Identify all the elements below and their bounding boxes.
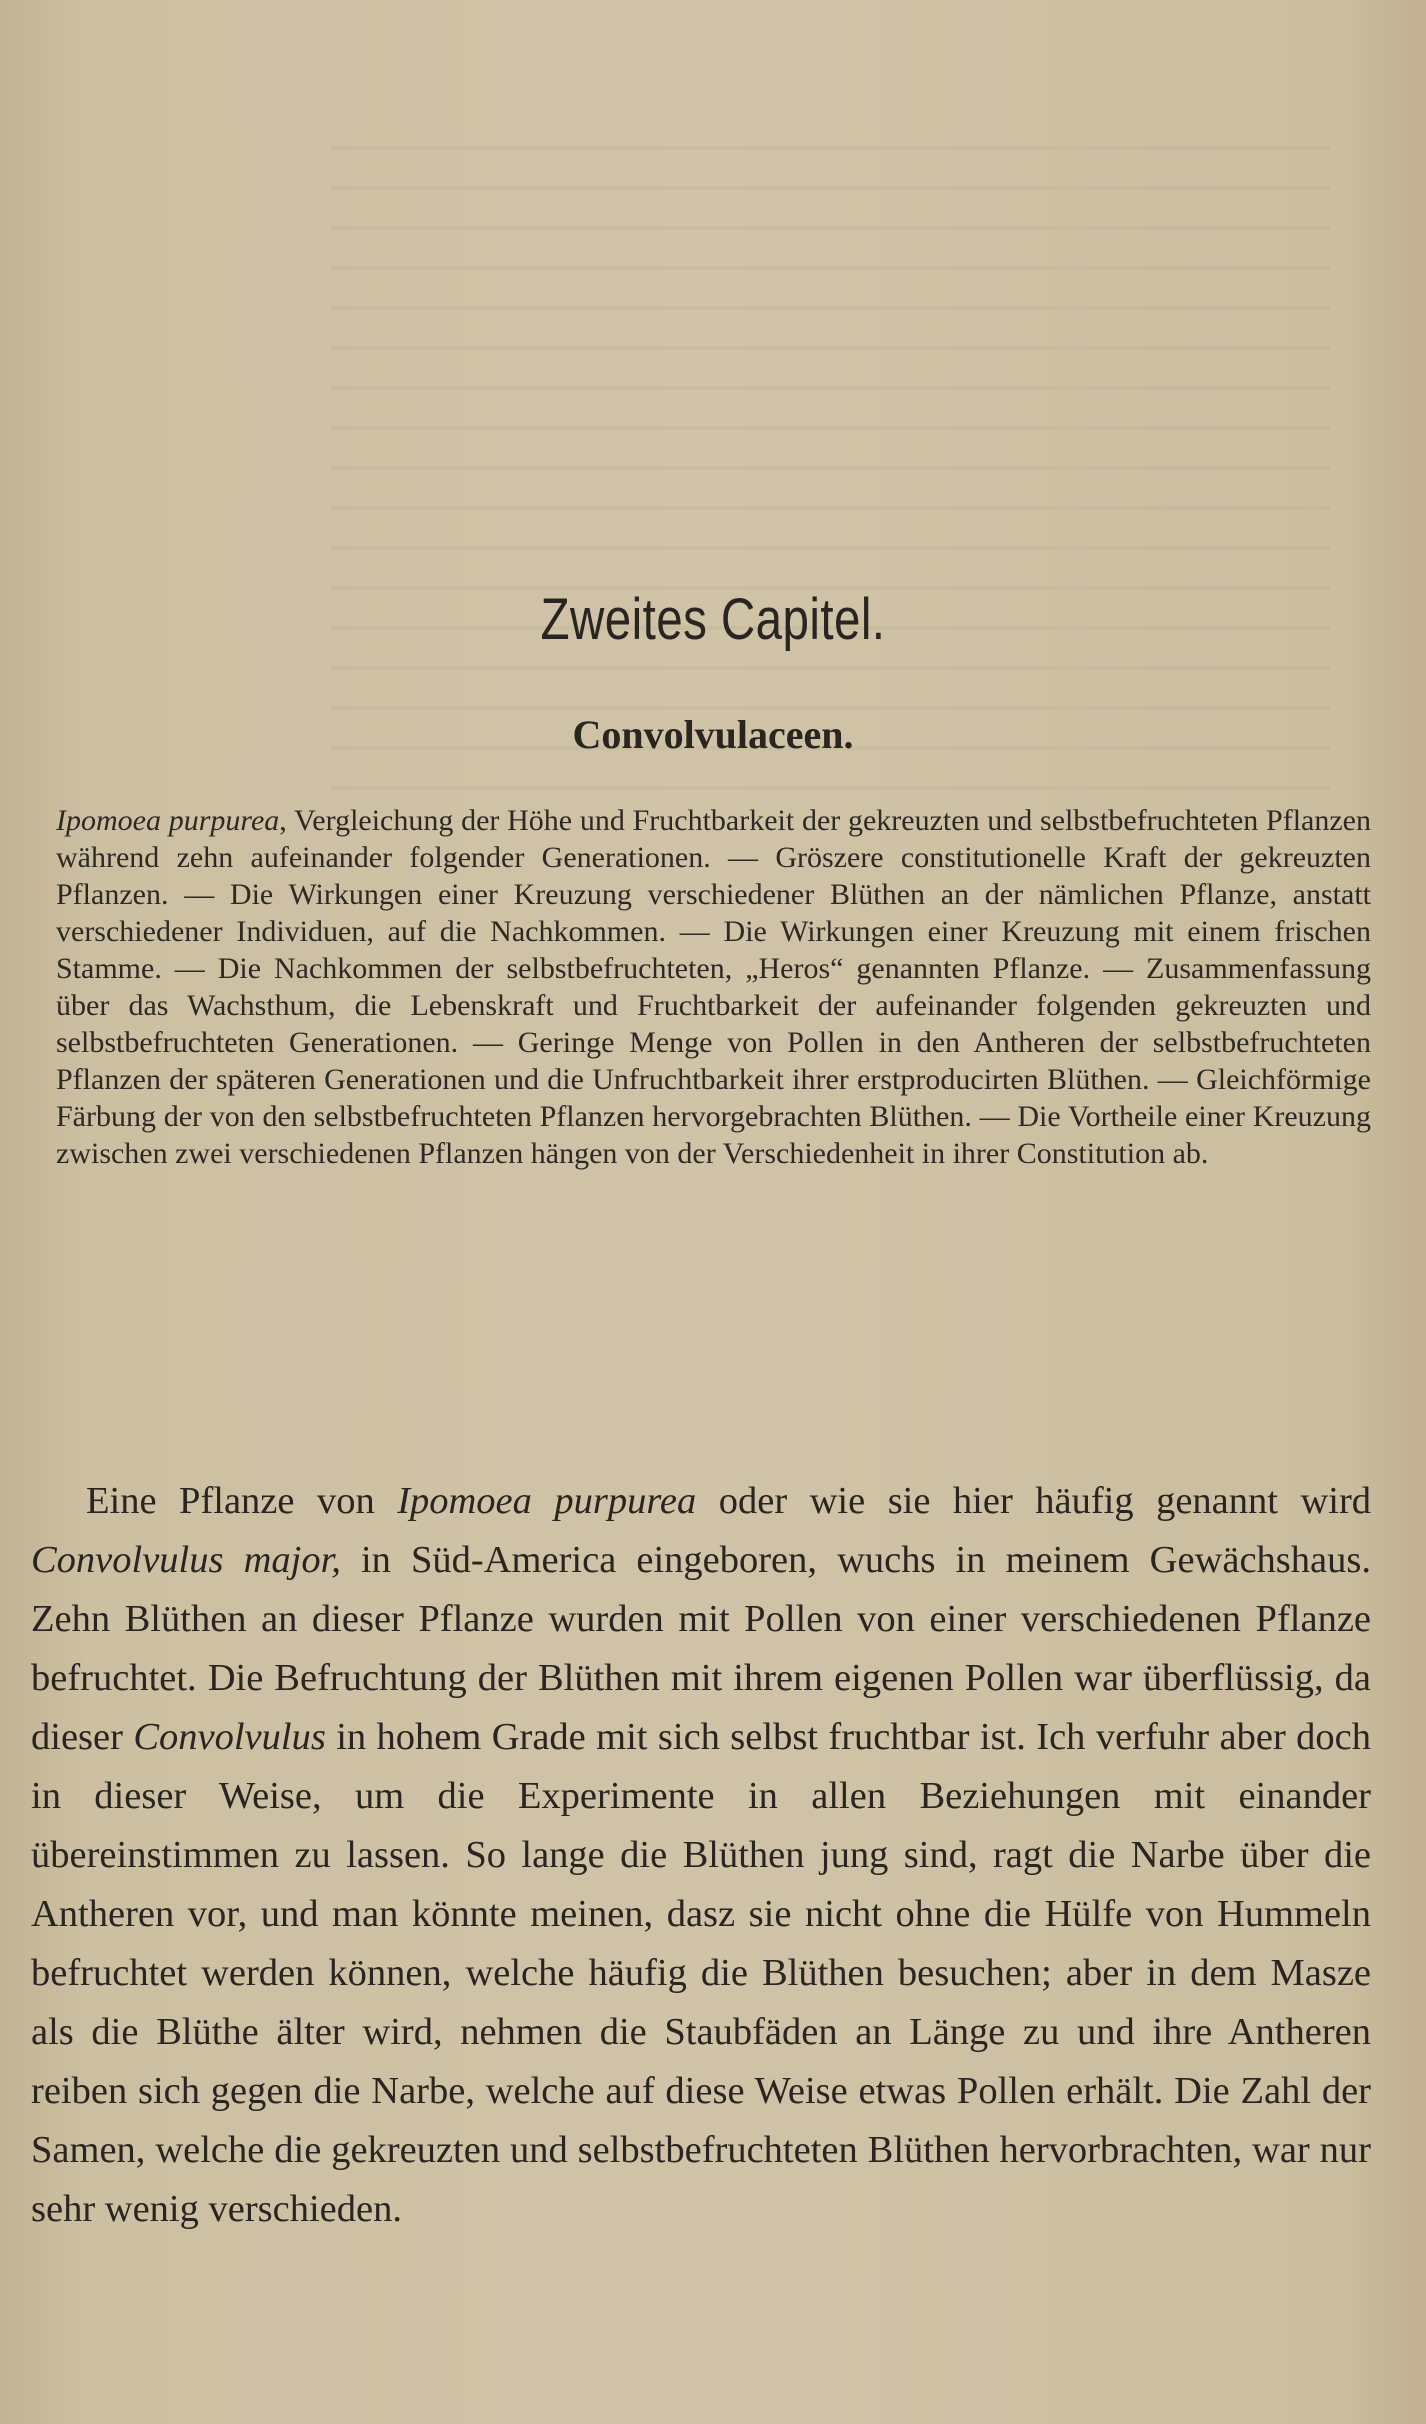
body-text-3: in Süd-America eingeboren, wuchs in meinem Gewächshaus. Zehn Blüthen an dieser Pflanze wurden mit Pollen von einer verschiedenen Pflanze befruchtet. Die Befruchtung der Blüthen mit ihrem eigenen Pollen war überflüssig, da dieser bbox=[31, 1539, 1371, 1758]
summary-paragraph bbox=[56, 804, 1371, 1170]
show-through-text bbox=[330, 110, 1330, 810]
summary-lead-species: Ipomoea purpurea bbox=[56, 804, 280, 837]
chapter-summary bbox=[56, 802, 1371, 1172]
chapter-title: Zweites Capitel. bbox=[540, 587, 886, 652]
body-text-1: Eine Pflanze von bbox=[86, 1480, 398, 1522]
section-title: Convolvulaceen. bbox=[572, 712, 854, 757]
body-text-4: in hohem Grade mit sich selbst fruchtbar ist. Ich verfuhr aber doch in dieser Weise, um die Experimente in allen Beziehungen mit einander übereinstimmen zu lassen. So lange die Blüthen jung sind, ragt die Narbe über die Antheren vor, und man könnte meinen, dasz sie nicht ohne die Hülfe von Hummeln befruchtet werden können, welche häufig die Blüthen besuchen; aber in dem Masze als die Blüthe älter wird, nehmen die Staubfäden an Länge zu und ihre Antheren reiben sich gegen die Narbe, welche auf diese Weise etwas Pollen erhält. Die Zahl der Samen, welche die gekreuzten und selbstbefruchteten Blüthen hervorbrachten, war nur sehr wenig verschieden. bbox=[31, 1716, 1371, 2230]
body-italic-genus: Convolvulus bbox=[133, 1716, 326, 1758]
body-text-2: oder wie sie hier häufig genannt wird bbox=[696, 1480, 1372, 1522]
body-italic-species: Ipomoea purpurea bbox=[397, 1480, 697, 1522]
summary-text: , Vergleichung der Höhe und Fruchtbarkeit der gekreuzten und selbstbefruchteten Pflanzen während zehn aufeinander folgender Generationen. — Gröszere constitutionelle Kraft der gekreuzten Pflanzen. — Die Wirkungen einer Kreuzung verschiedener Blüthen an der nämlichen Pflanze, anstatt verschiedener Individuen, auf die Nachkommen. — Die Wirkungen einer Kreuzung mit einem frischen Stamme. — Die Nachkommen der selbstbefruchteten, „Heros“ genannten Pflanze. — Zusammenfassung über das Wachsthum, die Lebenskraft und Fruchtbarkeit der aufeinander folgenden gekreuzten und selbstbefruchteten Generationen. — Geringe Menge von Pollen in den Antheren der selbstbefruchteten Pflanzen der späteren Generationen und die Unfruchtbarkeit ihrer erstproducirten Blüthen. — Gleichförmige Färbung der von den selbstbefruchteten Pflanzen hervorgebrachten Blüthen. — Die Vortheile einer Kreuzung zwischen zwei verschiedenen Pflanzen hängen von der Verschiedenheit in ihrer Constitution ab. bbox=[56, 804, 1371, 1170]
body-paragraph bbox=[31, 1472, 1371, 2239]
body-italic-synonym: Convolvulus major, bbox=[31, 1539, 341, 1581]
